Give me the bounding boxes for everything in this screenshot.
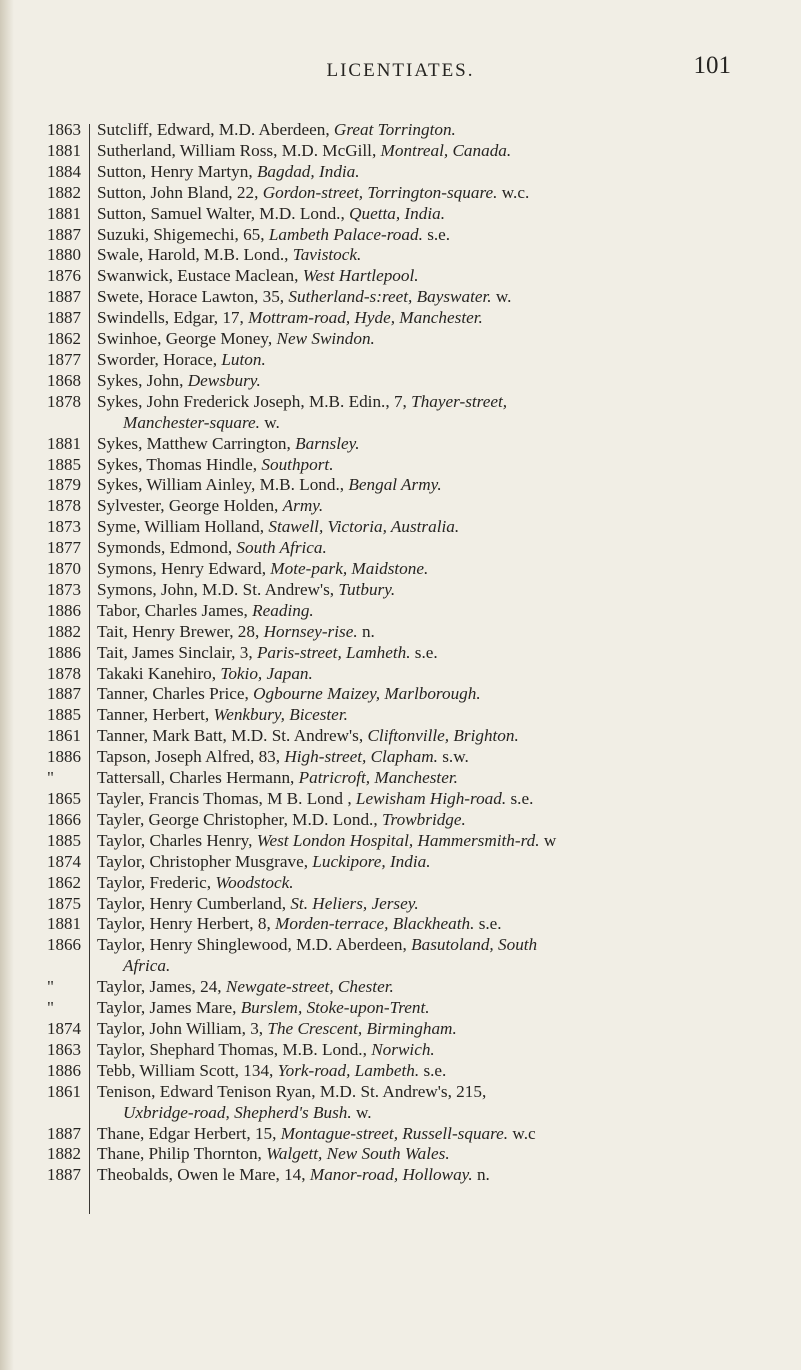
entry-district: w. <box>351 1102 372 1122</box>
entry-address: Southport. <box>261 454 334 474</box>
entry-year: 1881 <box>47 914 81 934</box>
entry-name: Tanner, Charles Price, <box>97 684 254 704</box>
entry-address: Reading. <box>252 600 314 620</box>
entry-text <box>97 308 787 329</box>
entry-district: w. <box>259 412 280 432</box>
entry-address: Montague-street, Russell-square. <box>280 1123 509 1143</box>
entry-text <box>97 371 787 392</box>
entry-year: 1873 <box>47 517 81 537</box>
page-header <box>0 52 801 96</box>
entry-address: West Hartlepool. <box>302 266 419 286</box>
entry-text <box>97 1124 787 1145</box>
entry-name: Taylor, Henry Herbert, 8, <box>97 914 276 934</box>
entry-district: s.w. <box>437 747 469 767</box>
entry-name: Sutherland, William Ross, M.D. McGill, <box>97 140 381 160</box>
entry-address: Army. <box>282 496 324 516</box>
entry-name: Sworder, Horace, <box>97 349 222 369</box>
entry-text <box>97 559 787 580</box>
list-item <box>0 1061 801 1082</box>
entry-district: s.e. <box>474 914 502 934</box>
entry-text <box>97 1040 787 1061</box>
entry-address: Gordon-street, Torrington-square. <box>262 182 498 202</box>
entry-year: 1878 <box>47 663 81 683</box>
entry-address: St. Heliers, Jersey. <box>290 893 419 913</box>
entry-year: 1886 <box>47 600 81 620</box>
entry-district: w. <box>491 287 512 307</box>
list-item <box>0 204 801 225</box>
entry-text <box>97 580 787 601</box>
entry-text <box>97 225 787 246</box>
entry-name: Sutton, John Bland, 22, <box>97 182 263 202</box>
list-item <box>0 141 801 162</box>
list-item <box>0 684 801 705</box>
entry-text <box>97 1165 787 1186</box>
entry-address: Newgate-street, Chester. <box>225 977 394 997</box>
entry-name: Taylor, James Mare, <box>97 998 241 1018</box>
entry-name: Tait, Henry Brewer, 28, <box>97 621 264 641</box>
entry-name: Sylvester, George Holden, <box>97 496 283 516</box>
entry-year: 1881 <box>47 433 81 453</box>
entry-district: s.e. <box>506 789 534 808</box>
entry-address: Woodstock. <box>215 872 294 892</box>
entry-address: Stawell, Victoria, Australia. <box>268 517 460 537</box>
entry-address: West London Hospital, Hammersmith-rd. <box>256 830 540 850</box>
entry-text <box>97 705 787 726</box>
entry-text <box>97 643 787 664</box>
entry-text <box>97 287 787 308</box>
entry-name: Taylor, Charles Henry, <box>97 830 257 850</box>
list-item <box>0 914 801 935</box>
entry-address: Walgett, New South Wales. <box>266 1144 450 1164</box>
entry-text <box>97 1082 787 1124</box>
entry-address: Dewsbury. <box>187 370 261 390</box>
entry-name: Swinhoe, George Money, <box>97 329 277 349</box>
entry-district: s.e. <box>419 1060 447 1080</box>
entry-name: Symons, John, M.D. St. Andrew's, <box>97 579 339 599</box>
entry-address: Barnsley. <box>295 433 360 453</box>
list-item <box>0 705 801 726</box>
entry-year: 1885 <box>47 454 81 474</box>
entry-name: Tait, James Sinclair, 3, <box>97 642 257 662</box>
entry-text <box>97 894 787 915</box>
entry-year: " <box>47 768 54 788</box>
entry-name: Sykes, John, <box>97 370 188 390</box>
entry-address: Luckipore, India. <box>312 851 431 871</box>
list-item <box>0 371 801 392</box>
entry-year: 1874 <box>47 851 81 871</box>
list-item <box>0 455 801 476</box>
entry-name: Taylor, Henry Cumberland, <box>97 893 291 913</box>
entry-name: Tabor, Charles James, <box>97 600 253 620</box>
entry-address: Manor-road, Holloway. <box>309 1165 473 1185</box>
entry-text <box>97 162 787 183</box>
entry-address: South Africa. <box>236 538 327 558</box>
entry-district: s.e. <box>422 224 451 244</box>
list-item <box>0 1040 801 1061</box>
entry-year: 1863 <box>47 1039 81 1059</box>
entry-year: 1862 <box>47 329 81 349</box>
entry-text <box>97 266 787 287</box>
entry-name: Taylor, John William, 3, <box>97 1018 268 1038</box>
entry-address: Paris-street, Lamheth. <box>256 642 411 662</box>
entry-name: Taylor, Shephard Thomas, M.B. Lond., <box>97 1039 372 1059</box>
list-item <box>0 789 801 810</box>
list-item <box>0 580 801 601</box>
list-item <box>0 726 801 747</box>
entry-year: 1884 <box>47 161 81 181</box>
entry-address: Bengal Army. <box>348 475 442 495</box>
list-item <box>0 622 801 643</box>
entry-year: 1886 <box>47 1060 81 1080</box>
entry-year: 1887 <box>47 684 81 704</box>
entry-name: Sutcliff, Edward, M.D. Aberdeen, <box>97 120 334 139</box>
list-item <box>0 496 801 517</box>
entry-name: Thane, Edgar Herbert, 15, <box>97 1123 281 1143</box>
entry-text <box>97 496 787 517</box>
list-item <box>0 831 801 852</box>
entry-name: Symonds, Edmond, <box>97 538 237 558</box>
entry-address: Norwich. <box>371 1039 435 1059</box>
entry-text <box>97 747 787 768</box>
entry-year: 1886 <box>47 642 81 662</box>
entry-name: Sykes, John Frederick Joseph, M.B. Edin., 7, <box>97 391 412 411</box>
list-item <box>0 1165 801 1186</box>
entry-year: 1870 <box>47 559 81 579</box>
entry-text <box>97 120 787 141</box>
entry-address: Mote-park, Maidstone. <box>270 559 429 579</box>
entry-address: Lewisham High-road. <box>355 789 507 808</box>
entry-address: Cliftonville, Brighton. <box>367 726 519 746</box>
entry-address: Bagdad, India. <box>256 161 360 181</box>
entry-address: Quetta, India. <box>349 203 446 223</box>
entry-name: Sutton, Samuel Walter, M.D. Lond., <box>97 203 350 223</box>
entry-year: 1878 <box>47 391 81 411</box>
entry-year: 1876 <box>47 266 81 286</box>
entry-year: 1878 <box>47 496 81 516</box>
entry-year: 1863 <box>47 120 81 139</box>
list-item <box>0 225 801 246</box>
entry-text <box>97 183 787 204</box>
entry-district: n. <box>357 621 375 641</box>
list-item <box>0 350 801 371</box>
entry-text <box>97 998 787 1019</box>
entry-text <box>97 601 787 622</box>
entry-year: " <box>47 977 54 997</box>
entry-address: Great Torrington. <box>333 120 456 139</box>
entry-text <box>97 1019 787 1040</box>
entry-year: 1887 <box>47 287 81 307</box>
entry-address-continued: Uxbridge-road, Shepherd's Bush. <box>123 1102 352 1122</box>
entry-year: 1882 <box>47 182 81 202</box>
list-item <box>0 559 801 580</box>
list-item <box>0 664 801 685</box>
entry-name: Swete, Horace Lawton, 35, <box>97 287 289 307</box>
entry-text <box>97 392 787 434</box>
entry-year: 1865 <box>47 789 81 808</box>
entry-text <box>97 810 787 831</box>
entry-address: Hornsey-rise. <box>263 621 358 641</box>
list-item <box>0 768 801 789</box>
list-item <box>0 538 801 559</box>
list-item <box>0 601 801 622</box>
entry-text <box>97 204 787 225</box>
entry-text <box>97 141 787 162</box>
entry-name: Sutton, Henry Martyn, <box>97 161 257 181</box>
list-item <box>0 475 801 496</box>
entry-district: w.c. <box>497 182 530 202</box>
entry-year: 1866 <box>47 935 81 955</box>
entry-text <box>97 935 787 977</box>
list-item <box>0 998 801 1019</box>
entry-text <box>97 455 787 476</box>
entry-address: High-street, Clapham. <box>284 747 438 767</box>
entry-address: Basutoland, South <box>411 935 538 955</box>
entry-year: 1861 <box>47 1081 81 1101</box>
entry-year: 1862 <box>47 872 81 892</box>
entry-text <box>97 789 787 810</box>
list-item <box>0 1082 801 1124</box>
entry-name: Tebb, William Scott, 134, <box>97 1060 278 1080</box>
entry-name: Tattersall, Charles Hermann, <box>97 768 299 788</box>
list-item <box>0 977 801 998</box>
list-item <box>0 1124 801 1145</box>
entry-name: Sykes, Matthew Carrington, <box>97 433 296 453</box>
entry-year: 1873 <box>47 579 81 599</box>
entry-year: 1861 <box>47 726 81 746</box>
entry-text <box>97 434 787 455</box>
entry-text <box>97 329 787 350</box>
list-item <box>0 245 801 266</box>
entry-list <box>0 120 801 1186</box>
entry-name: Sykes, Thomas Hindle, <box>97 454 262 474</box>
entry-name: Swale, Harold, M.B. Lond., <box>97 245 293 265</box>
entry-text <box>97 350 787 371</box>
entry-address: Tavistock. <box>292 245 362 265</box>
entry-year: 1868 <box>47 370 81 390</box>
entry-name: Taylor, James, 24, <box>97 977 226 997</box>
list-item <box>0 810 801 831</box>
entry-name: Sykes, William Ainley, M.B. Lond., <box>97 475 349 495</box>
entry-name: Tenison, Edward Tenison Ryan, M.D. St. Andrew's, 215, <box>97 1081 487 1101</box>
list-item <box>0 434 801 455</box>
entry-year: 1880 <box>47 245 81 265</box>
entry-year: 1882 <box>47 621 81 641</box>
entry-year: 1882 <box>47 1144 81 1164</box>
entry-year: 1881 <box>47 140 81 160</box>
list-item <box>0 162 801 183</box>
entry-text <box>97 726 787 747</box>
running-title: LICENTIATES. <box>326 60 475 81</box>
entry-text <box>97 622 787 643</box>
entry-address: Tutbury. <box>338 579 396 599</box>
entry-text <box>97 873 787 894</box>
list-item <box>0 1019 801 1040</box>
list-item <box>0 266 801 287</box>
entry-name: Syme, William Holland, <box>97 517 269 537</box>
entry-address: Montreal, Canada. <box>380 140 512 160</box>
entry-name: Tayler, Francis Thomas, M B. Lond , <box>97 789 356 808</box>
list-item <box>0 392 801 434</box>
entry-text <box>97 664 787 685</box>
entry-year: 1887 <box>47 1123 81 1143</box>
entry-name: Tapson, Joseph Alfred, 83, <box>97 747 285 767</box>
entry-year: 1887 <box>47 224 81 244</box>
entry-address: Luton. <box>221 349 266 369</box>
entry-address: The Crescent, Birmingham. <box>267 1018 457 1038</box>
entry-text <box>97 831 787 852</box>
entry-text <box>97 684 787 705</box>
list-item <box>0 517 801 538</box>
entry-address: New Swindon. <box>276 329 375 349</box>
entry-text <box>97 1061 787 1082</box>
list-item <box>0 308 801 329</box>
entry-text <box>97 1144 787 1165</box>
list-item <box>0 1144 801 1165</box>
entry-address-continued: Africa. <box>123 956 171 976</box>
entry-year: 1885 <box>47 705 81 725</box>
entry-text <box>97 977 787 998</box>
entry-year: " <box>47 998 54 1018</box>
entry-year: 1885 <box>47 830 81 850</box>
entry-name: Tanner, Mark Batt, M.D. St. Andrew's, <box>97 726 368 746</box>
entry-name: Takaki Kanehiro, <box>97 663 221 683</box>
entry-text <box>97 475 787 496</box>
entry-address: Mottram-road, Hyde, Manchester. <box>248 308 483 328</box>
list-item <box>0 643 801 664</box>
entry-address: Burslem, Stoke-upon-Trent. <box>240 998 430 1018</box>
entry-name: Swanwick, Eustace Maclean, <box>97 266 303 286</box>
entry-address: Trowbridge. <box>381 809 466 829</box>
entry-address: Lambeth Palace-road. <box>268 224 423 244</box>
entry-address: Ogbourne Maizey, Marlborough. <box>253 684 481 704</box>
entry-address: Tokio, Japan. <box>220 663 313 683</box>
entry-name: Symons, Henry Edward, <box>97 559 271 579</box>
entry-district: n. <box>472 1165 490 1185</box>
entry-name: Suzuki, Shigemechi, 65, <box>97 224 269 244</box>
entry-address: Patricroft, Manchester. <box>298 768 458 788</box>
entry-address-continued: Manchester-square. <box>123 412 260 432</box>
entry-name: Swindells, Edgar, 17, <box>97 308 249 328</box>
entry-year: 1879 <box>47 475 81 495</box>
entry-year: 1877 <box>47 538 81 558</box>
entry-name: Tayler, George Christopher, M.D. Lond., <box>97 809 382 829</box>
entry-year: 1887 <box>47 1165 81 1185</box>
list-item <box>0 747 801 768</box>
entry-name: Taylor, Frederic, <box>97 872 216 892</box>
entry-name: Taylor, Christopher Musgrave, <box>97 851 313 871</box>
entry-name: Tanner, Herbert, <box>97 705 214 725</box>
entry-text <box>97 768 787 789</box>
entry-district: s.e. <box>410 642 438 662</box>
entry-year: 1886 <box>47 747 81 767</box>
entry-year: 1887 <box>47 308 81 328</box>
entry-address: York-road, Lambeth. <box>277 1060 420 1080</box>
list-item <box>0 183 801 204</box>
list-item <box>0 894 801 915</box>
entry-year: 1866 <box>47 809 81 829</box>
entry-text <box>97 914 787 935</box>
entry-text <box>97 517 787 538</box>
entry-address: Wenkbury, Bicester. <box>213 705 348 725</box>
entry-name: Taylor, Henry Shinglewood, M.D. Aberdeen, <box>97 935 412 955</box>
entry-text <box>97 245 787 266</box>
entry-year: 1874 <box>47 1018 81 1038</box>
list-item <box>0 120 801 141</box>
entry-year: 1881 <box>47 203 81 223</box>
entry-name: Theobalds, Owen le Mare, 14, <box>97 1165 310 1185</box>
list-item <box>0 852 801 873</box>
entry-address: Sutherland-s:reet, Bayswater. <box>288 287 492 307</box>
page-number: 101 <box>693 52 731 79</box>
list-item <box>0 329 801 350</box>
entry-text <box>97 852 787 873</box>
entry-year: 1877 <box>47 349 81 369</box>
list-item <box>0 287 801 308</box>
entry-district: w.c <box>508 1123 536 1143</box>
entry-name: Thane, Philip Thornton, <box>97 1144 267 1164</box>
entry-text <box>97 538 787 559</box>
list-item <box>0 873 801 894</box>
list-item <box>0 935 801 977</box>
entry-address: Thayer-street, <box>411 391 508 411</box>
entry-year: 1875 <box>47 893 81 913</box>
entry-address: Morden-terrace, Blackheath. <box>275 914 475 934</box>
entry-district: w <box>539 830 557 850</box>
